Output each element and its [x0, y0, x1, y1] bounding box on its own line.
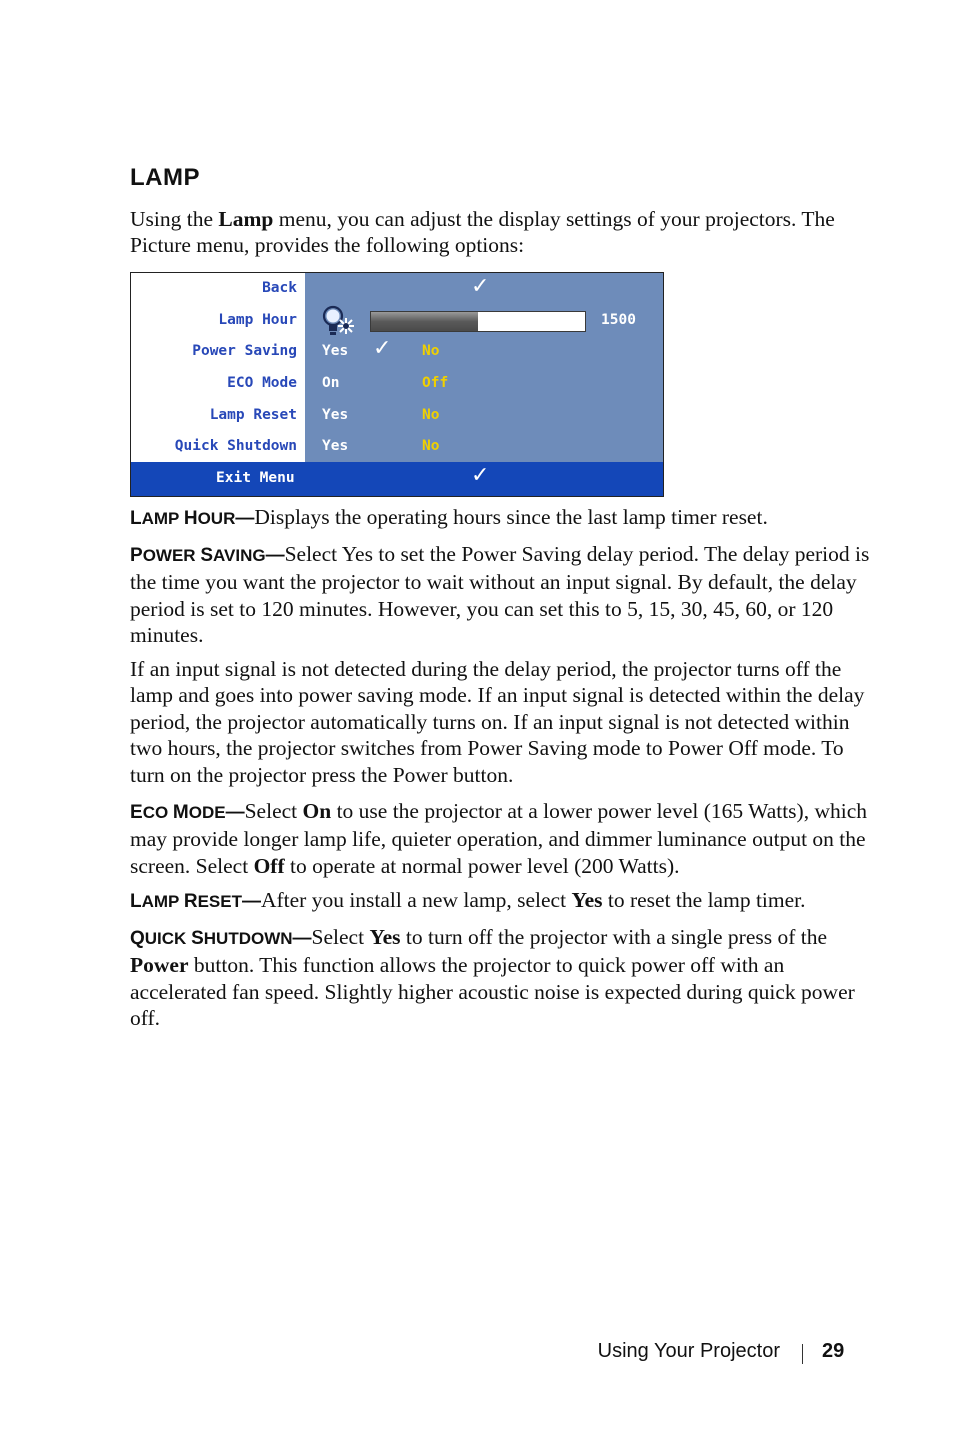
page-number: 29	[822, 1340, 845, 1362]
eco-mode-paragraph: ECO MODE—Select On to use the projector at a lower power level (165 Watts), which may provide longer lamp life, quieter operation, and dimmer luminance output on the screen. Select Off to operate at normal power level (200 Watts).	[130, 799, 868, 878]
osd-label-eco-mode[interactable]: ECO Mode	[227, 375, 297, 391]
power-saving-check-icon: ✓	[373, 336, 392, 361]
osd-label-lamp-hour[interactable]: Lamp Hour	[218, 312, 297, 328]
lamp-hour-bar	[370, 311, 586, 332]
page-footer	[0, 1338, 954, 1368]
osd-label-quick-shutdown[interactable]: Quick Shutdown	[174, 438, 297, 454]
osd-label-lamp-reset[interactable]: Lamp Reset	[209, 407, 297, 423]
eco-mode-off[interactable]: Off	[422, 375, 449, 391]
page-title: LAMP	[130, 164, 200, 191]
back-check-icon: ✓	[471, 274, 490, 299]
eco-mode-on[interactable]: On	[322, 375, 340, 391]
exit-check-icon: ✓	[471, 463, 490, 488]
lamp-osd-menu	[130, 272, 664, 497]
intro-text-2: menu, you can adjust the display settings of your projectors. The Picture menu, provides the following options:	[130, 207, 835, 258]
eco-mode-term: ECO MODE—	[130, 802, 245, 823]
power-saving-yes[interactable]: Yes	[322, 343, 349, 359]
lamp-reset-term: LAMP RESET—	[130, 891, 261, 912]
lamp-hour-bar-fill	[371, 312, 478, 331]
quick-shutdown-yes[interactable]: Yes	[322, 438, 349, 454]
lamp-hour-paragraph: LAMP HOUR—Displays the operating hours since the last lamp timer reset.	[130, 505, 768, 529]
power-saving-paragraph: POWER SAVING—Select Yes to set the Power Saving delay period. The delay period is the time you want the projector to wait without an input signal. By default, the delay period is set to 120 minutes. However, you can set this to 5, 15, 30, 45, 60, or 120 minutes.	[130, 542, 870, 648]
power-saving-no[interactable]: No	[422, 343, 440, 359]
intro-bold-lamp: Lamp	[218, 207, 274, 231]
lamp-reset-yes[interactable]: Yes	[322, 407, 349, 423]
footer-separator	[802, 1344, 803, 1364]
lamp-hour-value: 1500	[601, 312, 636, 328]
footer-chapter-title: Using Your Projector	[597, 1340, 780, 1362]
lamp-reset-no[interactable]: No	[422, 407, 440, 423]
power-saving-term: POWER SAVING—	[130, 545, 285, 566]
input-signal-paragraph: If an input signal is not detected during the delay period, the projector turns off the lamp and goes into power saving mode. If an input signal is detected within the delay period, the projector automatically turns on. If an input signal is not detected within two hours, the projector switches from Power Saving mode to Power Off mode. To turn on the projector press the Power button.	[130, 657, 865, 787]
osd-label-power-saving[interactable]: Power Saving	[192, 343, 297, 359]
lamp-hour-term: LAMP HOUR—	[130, 508, 255, 529]
lamp-reset-paragraph: LAMP RESET—After you install a new lamp, select Yes to reset the lamp timer.	[130, 888, 806, 912]
quick-shutdown-paragraph: QUICK SHUTDOWN—Select Yes to turn off the projector with a single press of the Power button. This function allows the projector to quick power off with an accelerated fan speed. Slightly higher acoustic noise is expected during quick power off.	[130, 925, 855, 1031]
intro-text: Using the	[130, 207, 219, 231]
quick-shutdown-no[interactable]: No	[422, 438, 440, 454]
osd-label-back[interactable]: Back	[262, 280, 297, 296]
lamp-bulb-icon	[320, 304, 354, 338]
osd-label-column	[131, 273, 305, 462]
exit-menu-label[interactable]: Exit Menu	[216, 470, 295, 486]
quick-shutdown-term: QUICK SHUTDOWN—	[130, 928, 312, 949]
intro-paragraph	[130, 206, 870, 259]
exit-menu-bar[interactable]	[131, 462, 663, 496]
